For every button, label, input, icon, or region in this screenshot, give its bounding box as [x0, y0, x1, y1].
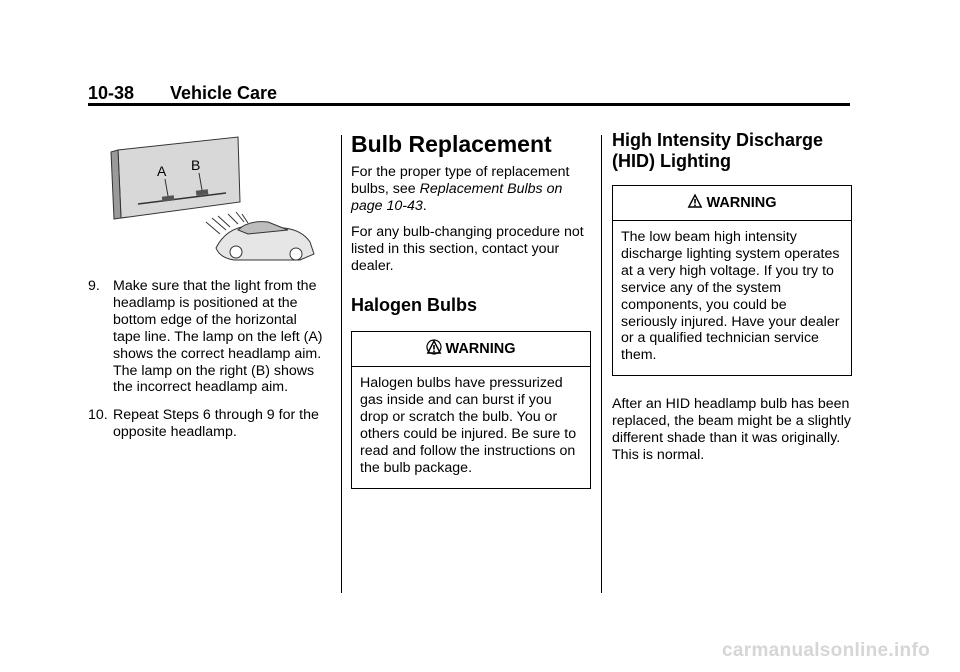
- headlamp-aim-illustration: [88, 130, 328, 260]
- para-text: .: [422, 197, 427, 214]
- section-title: Vehicle Care: [170, 83, 278, 103]
- hid-para: After an HID headlamp bulb has been replaced, the beam might be a slightly different shade than it was originally. This is normal.: [612, 396, 851, 463]
- footer-watermark: carmanualsonline.info: [722, 640, 930, 661]
- warning-text: The low beam high intensity discharge lighting system operates at a very high voltage. If you try to service any of the system components, you could be seriously injured. Have your dealer or a qualified technician service them.: [621, 229, 840, 364]
- step-text: Repeat Steps 6 through 9 for the opposite headlamp.: [113, 407, 319, 441]
- warning-title: [613, 186, 851, 221]
- page-header: [88, 82, 850, 104]
- step-number: 9.: [88, 278, 100, 294]
- column-right: [612, 130, 852, 464]
- headlamp-aim-drawing: [88, 130, 328, 264]
- warning-icon: [426, 339, 442, 355]
- step-number: 10.: [88, 407, 108, 424]
- bulb-replacement-heading: Bulb Replacement: [351, 131, 552, 157]
- label-b: B: [191, 157, 201, 173]
- warning-text: Halogen bulbs have pressurized gas inside and can burst if you drop or scratch the bulb. You or others could be injured. Be sure to read and follow the instructions on the bulb package.: [360, 375, 577, 476]
- halogen-bulbs-heading: Halogen Bulbs: [351, 295, 478, 316]
- step-10: [88, 407, 328, 441]
- warning-icon: [687, 193, 703, 209]
- para-text: For the proper type of replacement bulbs, see: [351, 164, 570, 197]
- cross-reference-link[interactable]: Replacement Bulbs on page 10-43: [351, 180, 563, 214]
- warning-label: WARNING: [445, 341, 516, 358]
- warning-title: [352, 332, 590, 367]
- halogen-warning-box: [351, 331, 591, 488]
- page-number: 10-38: [88, 83, 135, 103]
- bulb-replacement-para-1: [351, 164, 591, 215]
- column-middle: [351, 130, 591, 489]
- column-divider-1: [341, 135, 342, 593]
- step-9: [88, 278, 328, 396]
- hid-warning-box: [612, 185, 852, 376]
- column-divider-2: [601, 135, 602, 593]
- bulb-replacement-para-2: For any bulb-changing procedure not listed in this section, contact your dealer.: [351, 223, 584, 274]
- warning-label: WARNING: [706, 195, 777, 211]
- header-rule: [88, 103, 850, 106]
- column-left: [88, 130, 328, 441]
- step-text: Make sure that the light from the headlamp is positioned at the bottom edge of the horizontal tape line. The lamp on the left (A) shows the correct headlamp aim. The lamp on the right (B) shows the incorrect headlamp aim.: [113, 278, 323, 396]
- label-a: A: [157, 163, 167, 179]
- hid-heading: High Intensity Discharge (HID) Lighting: [612, 130, 824, 171]
